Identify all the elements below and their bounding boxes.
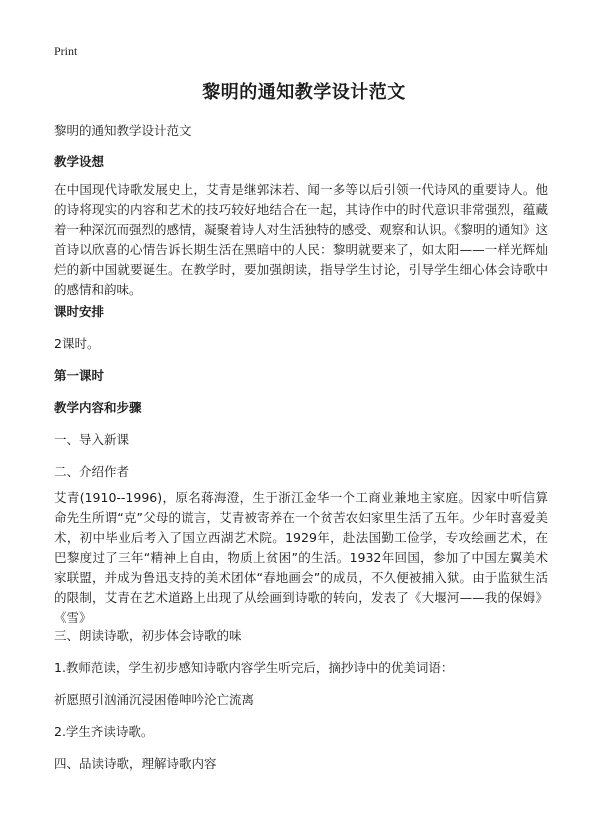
print-link[interactable]: Print bbox=[54, 44, 78, 58]
step-author: 二、介绍作者 bbox=[54, 464, 130, 479]
text-schedule: 2课时。 bbox=[54, 336, 100, 351]
step-teacher-reading: 1.教师范读，学生初步感知诗歌内容学生听完后，摘抄诗中的优美词语： bbox=[54, 660, 454, 675]
step-intro: 一、导入新课 bbox=[54, 432, 130, 447]
vocabulary-words: 祈愿照引汹涌沉浸困倦呻吟沦亡流离 bbox=[54, 692, 255, 707]
heading-first-lesson: 第一课时 bbox=[54, 368, 105, 383]
paragraph-author: 艾青(1910--1996)，原名蒋海澄，生于浙江金华一个工商业兼地主家庭。因家中听信算命先生所谓“克”父母的谎言，艾青被寄养在一个贫苦农妇家里生活了五年。少年时喜爱美术，初中毕业后考入了国立西湖艺术院。1929年，赴法国勤工俭学，专攻绘画艺术，在巴黎度过了三年“精神上自由，物质上贫困”的生活。1932年回国，参加了中国左翼美术家联盟，并成为鲁迅支持的美术团体“春地画会”的成员，不久便被捕入狱。由于监狱生活的限制，艾青在艺术道路上出现了从绘画到诗歌的转向，发表了《大堰河——我的保姆》《雪》 bbox=[54, 490, 548, 625]
heading-teaching-idea: 教学设想 bbox=[54, 154, 105, 169]
step-students-reading: 2.学生齐读诗歌。 bbox=[54, 724, 154, 739]
heading-content-steps: 教学内容和步骤 bbox=[54, 400, 142, 415]
paragraph-teaching-idea: 在中国现代诗歌发展史上，艾青是继郭沫若、闻一多等以后引领一代诗风的重要诗人。他的诗将现实的内容和艺术的技巧较好地结合在一起，其诗作中的时代意识非常强烈，蕴藏着一种深沉而强烈的感情，凝聚着诗人对生活独特的感受、观察和认识。《黎明的通知》这首诗以欣喜的心情告诉长期生活在黑暗中的人民：黎明就要来了，如太阳——一样光辉灿烂的新中国就要诞生。在教学时，要加强朗读，指导学生讨论，引导学生细心体会诗歌中的感情和韵味。 bbox=[54, 182, 548, 297]
heading-schedule: 课时安排 bbox=[54, 304, 105, 319]
step-read-poem: 三、朗读诗歌，初步体会诗歌的味 bbox=[54, 628, 242, 643]
step-analyze-poem: 四、品读诗歌，理解诗歌内容 bbox=[54, 756, 217, 771]
document-subtitle: 黎明的通知教学设计范文 bbox=[54, 123, 192, 138]
page-title: 黎明的通知教学设计范文 bbox=[202, 82, 406, 103]
